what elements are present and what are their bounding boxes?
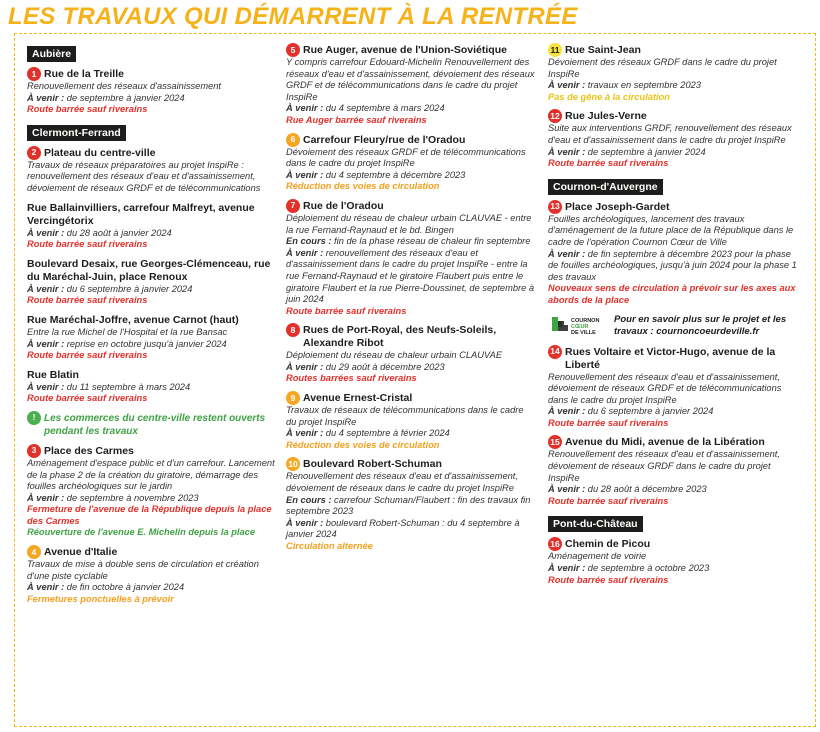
- worksite-item: [27, 147, 275, 195]
- traffic-status: Circulation alternée: [286, 541, 373, 551]
- traffic-status: Route barrée sauf riverains: [286, 305, 407, 316]
- worksite-item: [286, 458, 536, 552]
- schedule-line: À venir : boulevard Robert-Schuman : du 4 septembre à janvier 2024: [286, 517, 520, 540]
- traffic-status: Route barrée sauf riverains: [27, 350, 148, 361]
- schedule-line: À venir : reprise en octobre jusqu'à janvier 2024: [27, 338, 227, 349]
- traffic-status: Réduction des voies de circulation: [286, 439, 440, 450]
- worksite-description: Dévoiement des réseaux GRDF et de télécommunications dans le cadre du projet InspiRe: [286, 146, 526, 169]
- schedule-line: À venir : du 6 septembre à janvier 2024: [27, 283, 193, 294]
- worksite-item: [286, 324, 536, 385]
- traffic-status: Route barrée sauf riverains: [27, 104, 148, 115]
- worksite-item: [27, 445, 275, 539]
- worksite-item: [548, 110, 800, 169]
- place-label-pont-du-chateau: Pont-du-Château: [548, 516, 643, 532]
- traffic-status: Route barrée sauf riverains: [27, 295, 148, 306]
- column-3: [548, 44, 800, 593]
- worksite-title: Rue Auger, avenue de l'Union-Soviétique: [303, 44, 507, 56]
- number-badge: 14: [548, 345, 562, 359]
- schedule-line: À venir : du 29 août à décembre 2023: [286, 361, 445, 372]
- worksite-description: Renouvellement des réseaux d'assainissement: [27, 81, 222, 91]
- schedule-line: À venir : renouvellement des réseaux d'eau et d'assainissement dans le cadre du projet InspiRe - entre la rue Fernand-Raynaud et le giratoire Flaubert puis entre le giratoire Flaubert et la rue Pierre-Doussinet, de septembre à juin 2024: [286, 247, 535, 305]
- schedule-line: À venir : de fin octobre à janvier 2024: [27, 582, 185, 593]
- exclamation-icon: !: [27, 411, 41, 425]
- worksite-title: Rue de la Treille: [44, 68, 124, 80]
- number-badge: 12: [548, 109, 562, 123]
- worksite-title: Carrefour Fleury/rue de l'Oradou: [303, 133, 466, 146]
- worksite-title: Place des Carmes: [44, 444, 134, 457]
- schedule-line: À venir : de septembre à janvier 2024: [548, 146, 706, 157]
- worksite-title: Rue Jules-Verne: [565, 110, 647, 123]
- number-badge: 5: [286, 43, 300, 57]
- traffic-status: Routes barrées sauf riverains: [286, 373, 417, 384]
- traffic-status: Fermetures ponctuelles à prévoir: [27, 593, 174, 604]
- worksite-description: Entre la rue Michel de l'Hospital et la rue Bansac: [27, 326, 228, 337]
- schedule-line: À venir : du 4 septembre à décembre 2023: [286, 169, 466, 180]
- worksite-title: Boulevard Desaix, rue Georges-Clémenceau, rue du Maréchal-Juin, place Renoux: [27, 257, 271, 283]
- worksite-title: Avenue du Midi, avenue de la Libération: [565, 436, 765, 449]
- schedule-line: À venir : du 11 septembre à mars 2024: [27, 381, 191, 392]
- logo-icon: [548, 314, 608, 336]
- worksite-description: Travaux de réseaux préparatoires au projet InspiRe : renouvellement des réseaux d'eau et d'assainissement, dévoiement de réseaux GRDF et de télécommunications: [27, 159, 261, 193]
- svg-text:CŒUR: CŒUR: [571, 323, 589, 330]
- worksite-title: Place Joseph-Gardet: [565, 200, 670, 213]
- schedule-line: À venir : travaux en septembre 2023: [548, 80, 701, 91]
- worksite-item: [286, 134, 536, 193]
- worksite-title: Chemin de Picou: [565, 538, 651, 551]
- number-badge: 3: [27, 444, 41, 458]
- number-badge: 9: [286, 391, 300, 405]
- worksite-title: Boulevard Robert-Schuman: [303, 458, 442, 471]
- worksite-title: Avenue d'Italie: [44, 546, 118, 559]
- sub-worksite-item: [27, 202, 275, 251]
- worksite-item: [548, 538, 800, 586]
- traffic-status-reopening: Réouverture de l'avenue E. Michelin depuis la place: [27, 527, 255, 538]
- worksite-item: [548, 346, 800, 430]
- worksite-item: [286, 200, 536, 317]
- traffic-status: Réduction des voies de circulation: [286, 181, 440, 192]
- worksite-item: [548, 44, 800, 103]
- worksite-description: Renouvellement des réseaux d'eau et d'assainissement, dévoiement de réseaux GRDF dans le cadre du projet InspiRe: [548, 449, 780, 483]
- sub-worksite-item: [27, 314, 275, 362]
- traffic-status: Pas de gêne à la circulation: [548, 91, 670, 102]
- worksite-title: Plateau du centre-ville: [44, 146, 156, 159]
- worksite-item: [286, 392, 536, 451]
- traffic-status: Rue Auger barrée sauf riverains: [286, 114, 427, 125]
- column-1: [27, 44, 275, 612]
- schedule-line: À venir : du 28 août à janvier 2024: [27, 227, 172, 238]
- svg-text:COURNON: COURNON: [571, 317, 600, 324]
- schedule-line: À venir : de septembre à novembre 2023: [27, 492, 199, 503]
- worksite-description: Renouvellement des réseaux d'eau et d'assainissement, dévoiement de réseaux GRDF et de télécommunications dans le cadre du projet InspiRe: [548, 371, 782, 405]
- schedule-line: À venir : de septembre à janvier 2024: [27, 92, 185, 103]
- info-link-text[interactable]: Pour en savoir plus sur le projet et les travaux : cournoncoeurdeville.fr: [614, 313, 787, 337]
- in-progress-line: En cours : carrefour Schuman/Flaubert : fin des travaux fin septembre 2023: [286, 494, 531, 517]
- worksite-description: Aménagement de voirie: [548, 551, 647, 562]
- worksite-item: [548, 436, 800, 507]
- traffic-status: Route barrée sauf riverains: [548, 495, 669, 506]
- schedule-line: À venir : du 28 août à décembre 2023: [548, 484, 707, 495]
- worksite-title: Rue de l'Oradou: [303, 199, 384, 212]
- worksite-title: Rue Maréchal-Joffre, avenue Carnot (haut): [27, 313, 239, 326]
- worksite-title: Avenue Ernest-Cristal: [303, 392, 413, 405]
- worksite-description: Suite aux interventions GRDF, renouvellement des réseaux d'eau et d'assainissement dans le cadre du projet InspiRe: [548, 123, 792, 145]
- worksite-item: [27, 68, 275, 116]
- sub-worksite-item: [27, 258, 275, 307]
- page-title: LES TRAVAUX QUI DÉMARRENT À LA RENTRÉE: [8, 3, 578, 30]
- worksite-description: Fouilles archéologiques, lancement des travaux d'aménagement de la future place de la République dans le cadre de l'opération Cournon Cœur de Ville: [548, 213, 794, 247]
- worksite-item: [27, 546, 275, 605]
- sub-worksite-item: [27, 369, 275, 405]
- place-label-clermont: Clermont-Ferrand: [27, 125, 126, 141]
- notice-text: Les commerces du centre-ville restent ouverts pendant les travaux: [44, 412, 266, 437]
- number-badge: 6: [286, 133, 300, 147]
- number-badge: 4: [27, 545, 41, 559]
- place-label-cournon: Cournon-d'Auvergne: [548, 179, 663, 195]
- number-badge: 16: [548, 537, 562, 551]
- svg-text:DE VILLE: DE VILLE: [571, 329, 596, 336]
- worksite-item: [286, 44, 536, 127]
- traffic-status: Route barrée sauf riverains: [27, 239, 148, 250]
- number-badge: 1: [27, 67, 41, 81]
- column-2: [286, 44, 536, 560]
- worksite-description: Renouvellement des réseaux d'eau et d'assainissement, dévoiement de réseaux dans le cadre du projet InspiRe: [286, 471, 518, 494]
- worksite-description: Déploiement du réseau de chaleur urbain CLAUVAE: [286, 350, 503, 361]
- worksite-description: Travaux de mise à double sens de circulation et création d'une piste cyclable: [27, 559, 259, 581]
- worksite-description: Déploiement du réseau de chaleur urbain CLAUVAE - entre la rue Fernand-Raynaud et le bd. Bingen: [286, 212, 532, 235]
- number-badge: 2: [27, 146, 41, 160]
- shops-open-notice: [27, 412, 275, 438]
- worksite-title: Rue Blatin: [27, 368, 79, 381]
- worksite-description: Y compris carrefour Edouard-Michelin Renouvellement des réseaux d'eau et d'assainissement, dévoiement des réseaux GRDF et de télécommunications dans le cadre du projet InspiRe: [286, 57, 535, 102]
- schedule-line: À venir : de fin septembre à décembre 2023 pour la phase de fouilles archéologiques, jusqu'à juin 2024 pour la phase 1 des travaux: [548, 248, 797, 282]
- number-badge: 13: [548, 200, 562, 214]
- info-box: [548, 314, 800, 338]
- worksite-title: Rues Voltaire et Victor-Hugo, avenue de la Liberté: [565, 345, 776, 371]
- worksite-title: Rue Ballainvilliers, carrefour Malfreyt, avenue Vercingétorix: [27, 201, 255, 227]
- cournon-coeur-de-ville-logo: [548, 314, 608, 336]
- number-badge: 7: [286, 199, 300, 213]
- number-badge: 11: [548, 43, 562, 57]
- worksite-description: Dévoiement des réseaux GRDF dans le cadre du projet InspiRe: [548, 57, 777, 79]
- number-badge: 8: [286, 323, 300, 337]
- worksite-description: Travaux de réseaux de télécommunications dans le cadre du projet InspiRe: [286, 405, 524, 427]
- traffic-status: Route barrée sauf riverains: [548, 574, 669, 585]
- schedule-line: À venir : de septembre à octobre 2023: [548, 563, 710, 574]
- worksite-item: [548, 201, 800, 307]
- schedule-line: À venir : du 4 septembre à février 2024: [286, 428, 450, 439]
- schedule-line: À venir : du 4 septembre à mars 2024: [286, 103, 445, 114]
- traffic-status: Fermeture de l'avenue de la République depuis la place des Carmes: [27, 504, 272, 526]
- worksite-description: Aménagement d'espace public et d'un carrefour. Lancement de la phase 2 de la création du giratoire, démarrage des fouilles archéologiques sur le jardin: [27, 457, 275, 492]
- number-badge: 10: [286, 457, 300, 471]
- worksite-title: Rues de Port-Royal, des Neufs-Soleils, Alexandre Ribot: [303, 324, 497, 350]
- traffic-status: Route barrée sauf riverains: [548, 417, 669, 428]
- schedule-line: À venir : du 6 septembre à janvier 2024: [548, 406, 714, 417]
- number-badge: 15: [548, 435, 562, 449]
- place-label-aubiere: Aubière: [27, 46, 76, 62]
- traffic-status: Route barrée sauf riverains: [27, 393, 148, 404]
- traffic-status: Route barrée sauf riverains: [548, 158, 669, 169]
- worksite-title: Rue Saint-Jean: [565, 44, 641, 56]
- in-progress-line: En cours : fin de la phase réseau de chaleur fin septembre: [286, 236, 531, 247]
- traffic-status: Nouveaux sens de circulation à prévoir sur les axes aux abords de la place: [548, 283, 796, 305]
